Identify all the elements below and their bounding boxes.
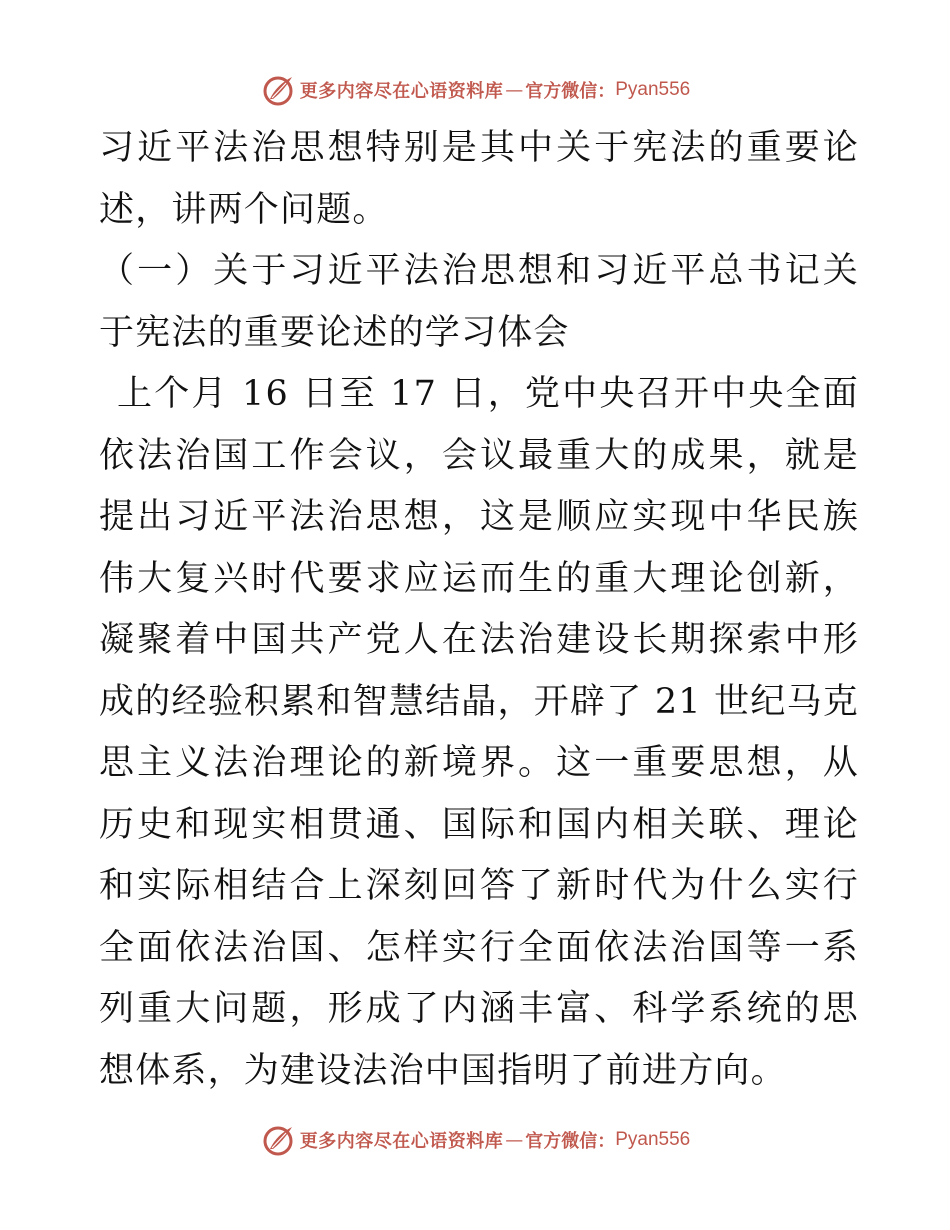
header-watermark xyxy=(0,70,950,110)
watermark-separator: — xyxy=(505,79,524,101)
watermark-wechat-label: 官方微信： xyxy=(525,1131,616,1152)
watermark-wechat-label: 官方微信： xyxy=(525,81,616,102)
watermark-main-text: 更多内容尽在心语资料库 xyxy=(299,1131,504,1152)
watermark-main-text: 更多内容尽在心语资料库 xyxy=(299,81,504,102)
watermark-separator: — xyxy=(505,1129,524,1151)
feather-pen-logo-icon xyxy=(260,72,296,108)
section-heading: （一）关于习近平法治思想和习近平总书记关于宪法的重要论述的学习体会 xyxy=(99,251,859,353)
footer-watermark xyxy=(0,1120,950,1160)
watermark-wechat-id: Pyan556 xyxy=(615,1129,691,1150)
watermark-wechat-id: Pyan556 xyxy=(615,79,691,100)
feather-pen-logo-icon xyxy=(260,1122,296,1158)
body-paragraph: 上个月 16 日至 17 日，党中央召开中央全面依法治国工作会议，会议最重大的成果，就是提出习近平法治思想，这是顺应实现中华民族伟大复兴时代要求应运而生的重大理论创新，凝聚着中国共产党人在法治建设长期探索中形成的经验积累和智慧结晶，开辟了 21 世纪马克思主义法治理论的新境界。这一重要思想，从历史和现实相贯通、国际和国内相关联、理论和实际相结合上深刻回答了新时代为什么实行全面依法治国、怎样实行全面依法治国等一系列重大问题，形成了内涵丰富、科学系统的思想体系，为建设法治中国指明了前进方向。 xyxy=(99,374,859,1091)
document-body xyxy=(99,118,859,1102)
intro-paragraph: 习近平法治思想特别是其中关于宪法的重要论述，讲两个问题。 xyxy=(99,128,859,230)
